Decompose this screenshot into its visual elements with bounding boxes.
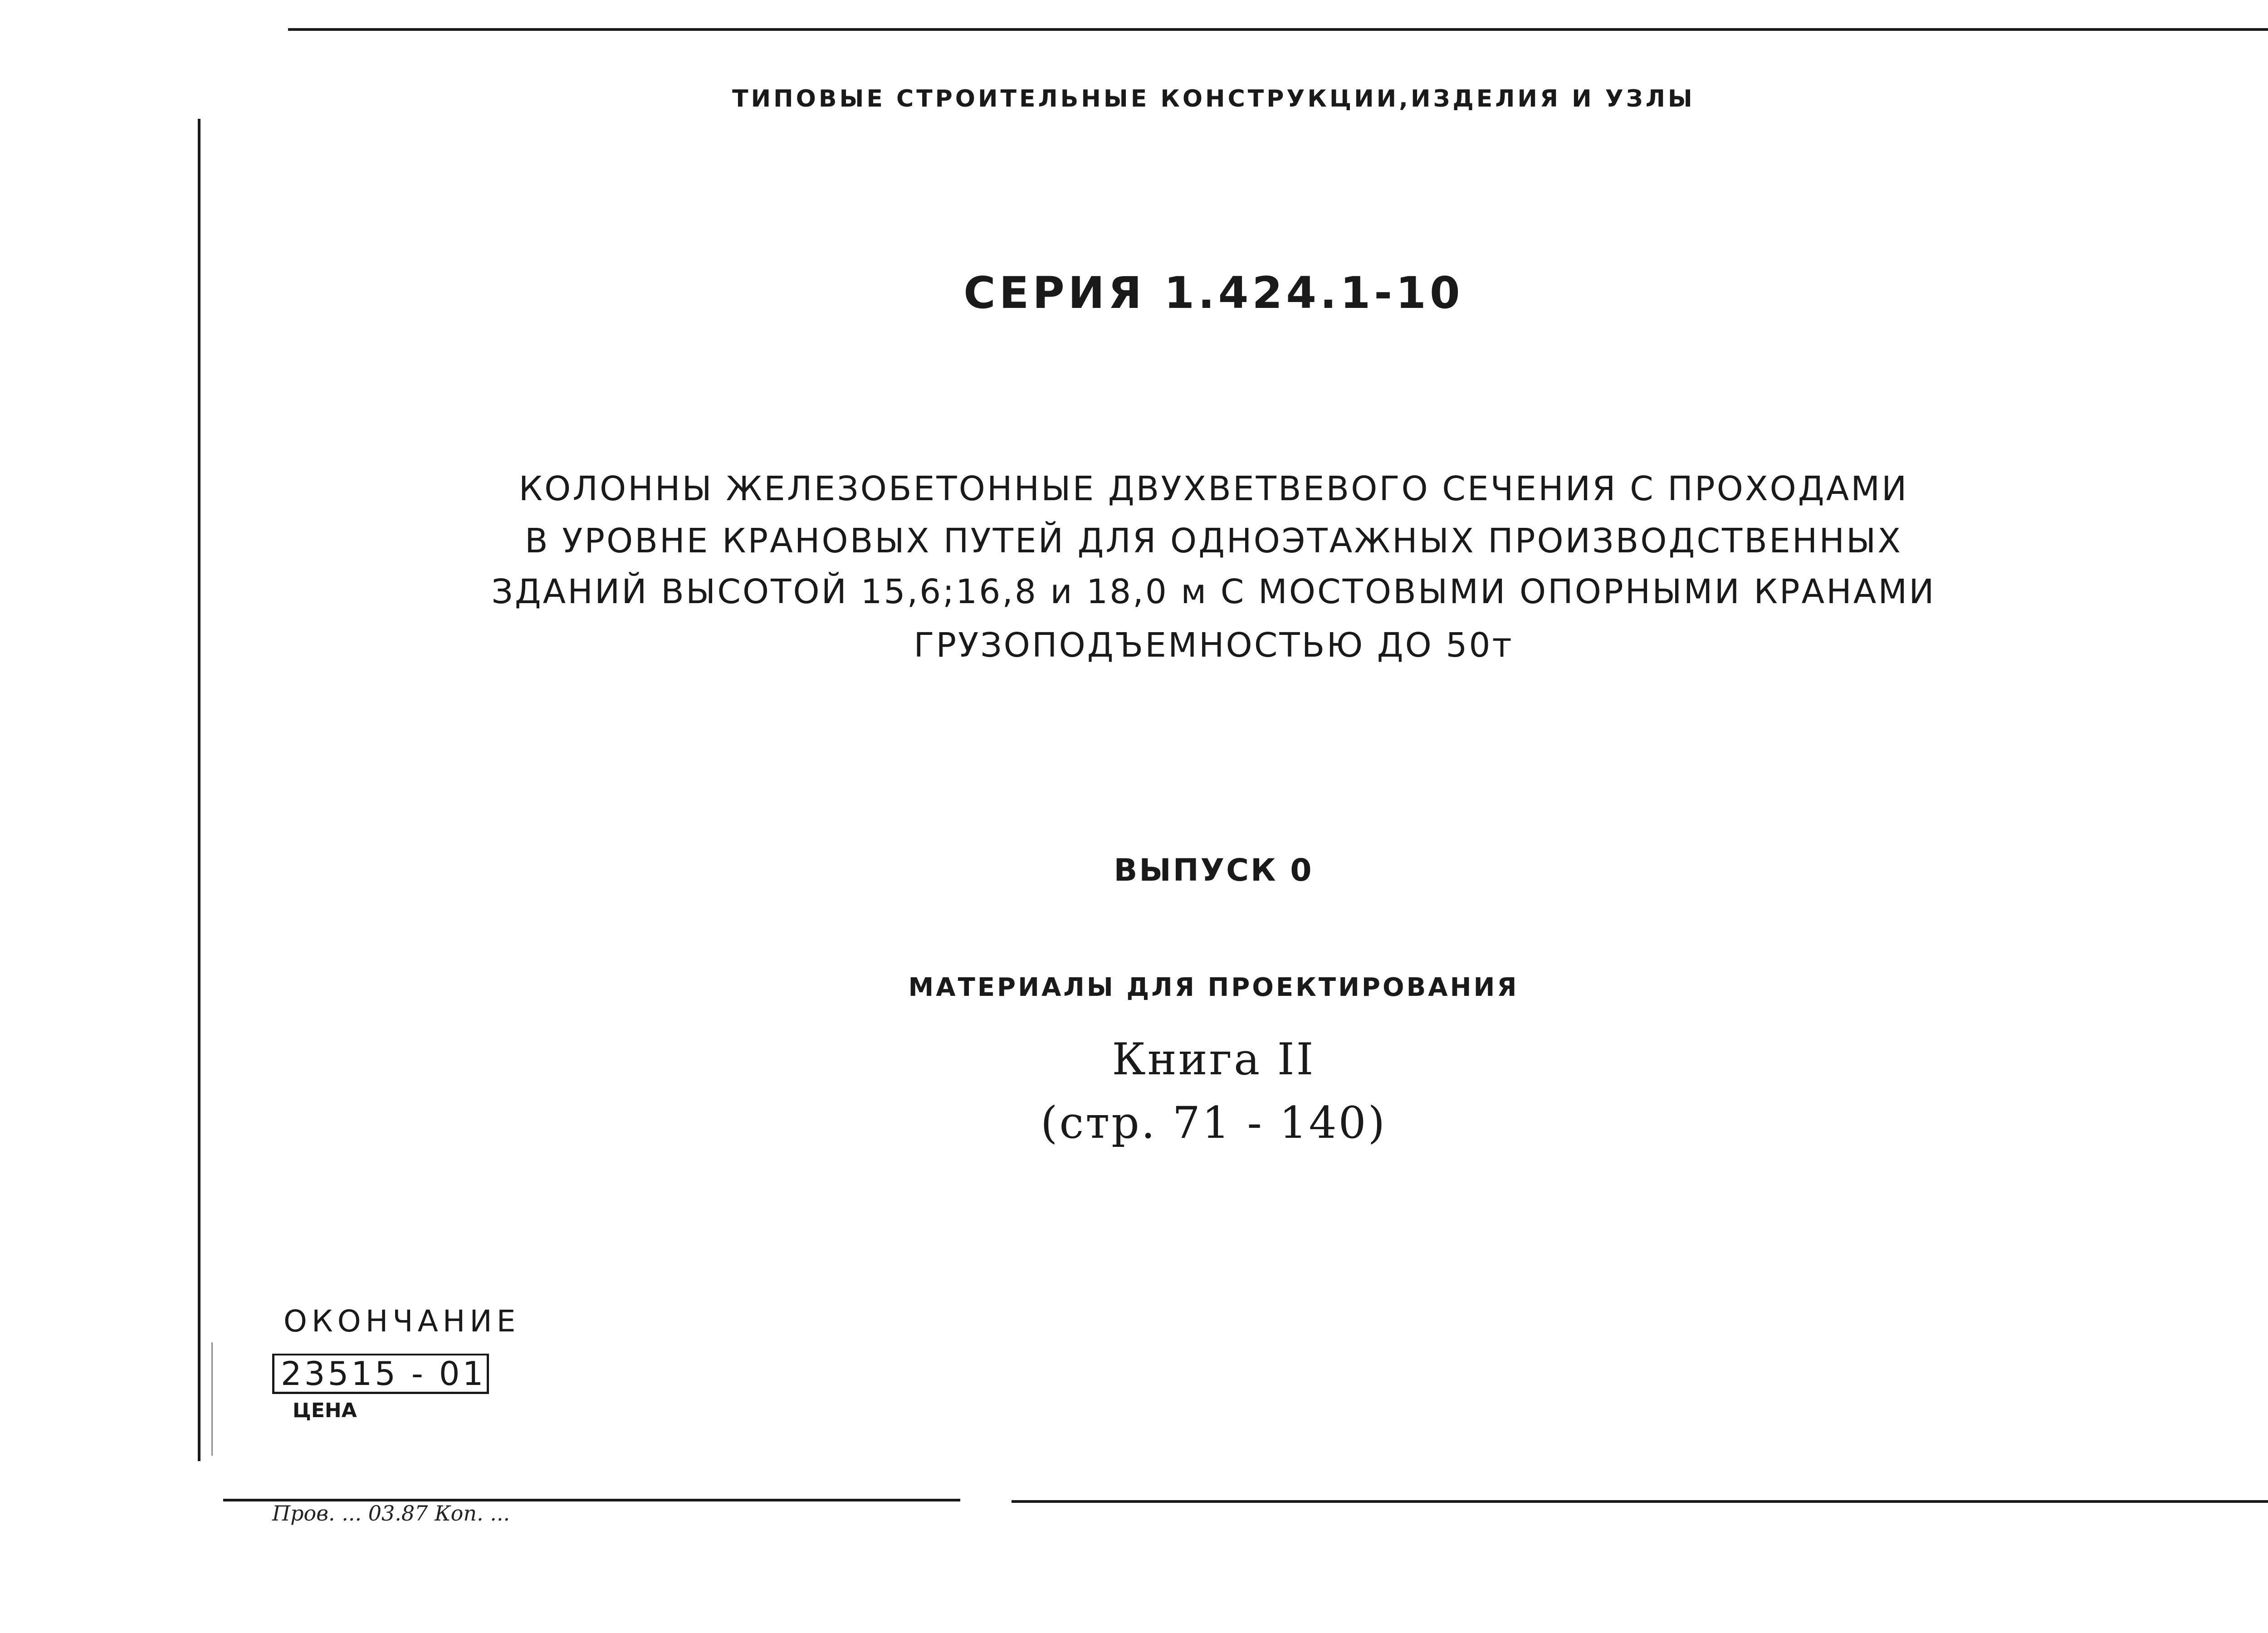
stamp-number: 23515 - 01 (272, 1354, 489, 1394)
frame-left-line (198, 119, 200, 1461)
title-line-4: ГРУЗОПОДЪЕМНОСТЬЮ ДО 50т (914, 626, 1514, 665)
check-note: Пров. ... 03.87 Коп. ... (272, 1501, 510, 1526)
issue-number: ВЫПУСК 0 (1114, 853, 1314, 888)
series-collection-header: ТИПОВЫЕ СТРОИТЕЛЬНЫЕ КОНСТРУКЦИИ,ИЗДЕЛИЯ И УЗЛЫ (732, 85, 1695, 112)
frame-top-line (288, 28, 2268, 31)
materials-label: МАТЕРИАЛЫ ДЛЯ ПРОЕКТИРОВАНИЯ (908, 973, 1519, 1002)
title-line-2: В УРОВНЕ КРАНОВЫХ ПУТЕЙ ДЛЯ ОДНОЭТАЖНЫХ ПРОИЗВОДСТВЕННЫХ (525, 522, 1902, 561)
book-pages: (стр. 71 - 140) (1040, 1097, 1387, 1148)
stamp-end-label: ОКОНЧАНИЕ (284, 1304, 520, 1339)
title-line-1: КОЛОННЫ ЖЕЛЕЗОБЕТОННЫЕ ДВУХВЕТВЕВОГО СЕЧЕНИЯ С ПРОХОДАМИ (518, 469, 1909, 508)
book-title: Книга II (1112, 1034, 1315, 1085)
stamp-price-label: ЦЕНА (293, 1399, 357, 1422)
frame-left-dashed-line (211, 1342, 213, 1456)
series-number: СЕРИЯ 1.424.1-10 (963, 268, 1464, 318)
frame-bottom-line-right (1012, 1500, 2268, 1503)
title-line-3: ЗДАНИЙ ВЫСОТОЙ 15,6;16,8 и 18,0 м С МОСТОВЫМИ ОПОРНЫМИ КРАНАМИ (491, 572, 1936, 611)
